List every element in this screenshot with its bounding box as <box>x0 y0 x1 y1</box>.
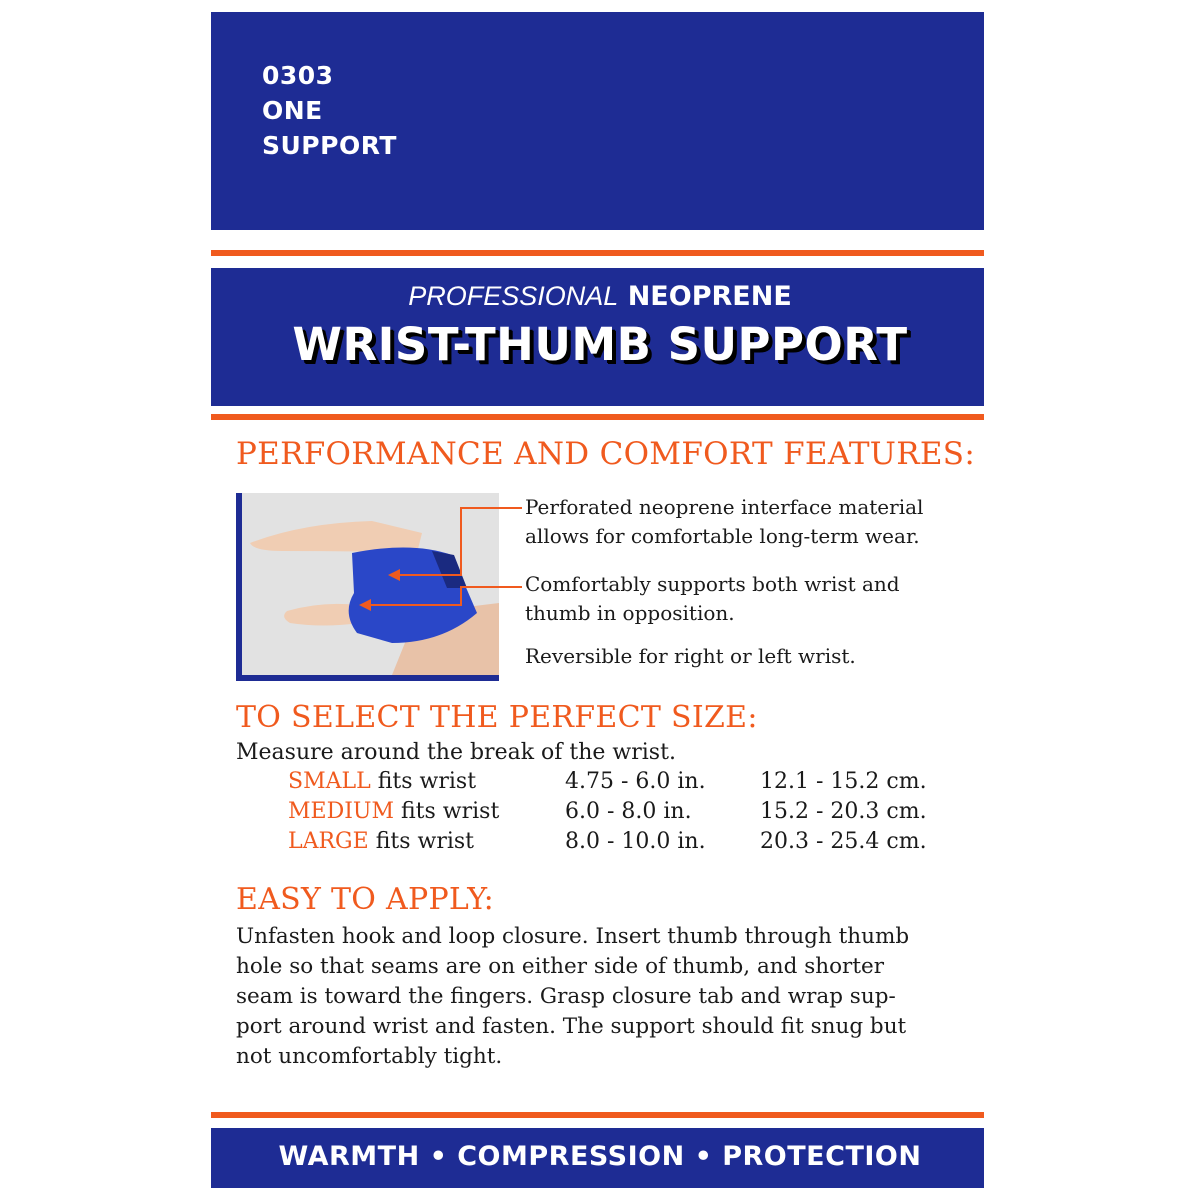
size-row-small: SMALL fits wrist <box>288 769 477 794</box>
size-inches: 6.0 - 8.0 in. <box>565 799 692 824</box>
size-cm: 20.3 - 25.4 cm. <box>760 829 927 854</box>
size-cm: 15.2 - 20.3 cm. <box>760 799 927 824</box>
apply-instructions: Unfasten hook and loop closure. Insert thumb through thumb hole so that seams are on either side of thumb, and shorter seam is toward the fingers. Grasp closure tab and wrap sup- port around wrist and fasten. The support should fit snug but not uncomfortably tight. <box>236 924 910 1069</box>
apply-heading: EASY TO APPLY: <box>236 882 495 917</box>
sizing-heading: TO SELECT THE PERFECT SIZE: <box>236 700 758 735</box>
feature-item: Reversible for right or left wrist. <box>525 644 856 668</box>
divider-stripe <box>211 414 984 420</box>
subtitle <box>0 281 1200 312</box>
feature-item: Comfortably supports both wrist and thumb in opposition. <box>525 572 900 625</box>
product-code: 0303 <box>262 61 334 90</box>
size-row-large: LARGE fits wrist <box>288 829 475 854</box>
size-cm: 12.1 - 15.2 cm. <box>760 769 927 794</box>
subtitle-neoprene: NEOPRENE <box>627 281 792 312</box>
product-count: ONE <box>262 96 323 125</box>
subtitle-professional: PROFESSIONAL <box>408 281 619 311</box>
size-inches: 8.0 - 10.0 in. <box>565 829 706 854</box>
feature-item: Perforated neoprene interface material allows for comfortable long-term wear. <box>525 495 924 548</box>
product-unit: SUPPORT <box>262 131 397 160</box>
size-row-medium: MEDIUM fits wrist <box>288 799 500 824</box>
divider-stripe <box>211 250 984 256</box>
footer-tagline: WARMTH • COMPRESSION • PROTECTION <box>278 1141 922 1172</box>
divider-stripe <box>211 1112 984 1118</box>
page-title: WRIST-THUMB SUPPORT <box>292 318 908 371</box>
callout-lines <box>430 500 530 610</box>
product-code-block <box>262 58 397 163</box>
features-heading: PERFORMANCE AND COMFORT FEATURES: <box>236 436 976 472</box>
sizing-instruction: Measure around the break of the wrist. <box>236 740 676 765</box>
size-inches: 4.75 - 6.0 in. <box>565 769 706 794</box>
